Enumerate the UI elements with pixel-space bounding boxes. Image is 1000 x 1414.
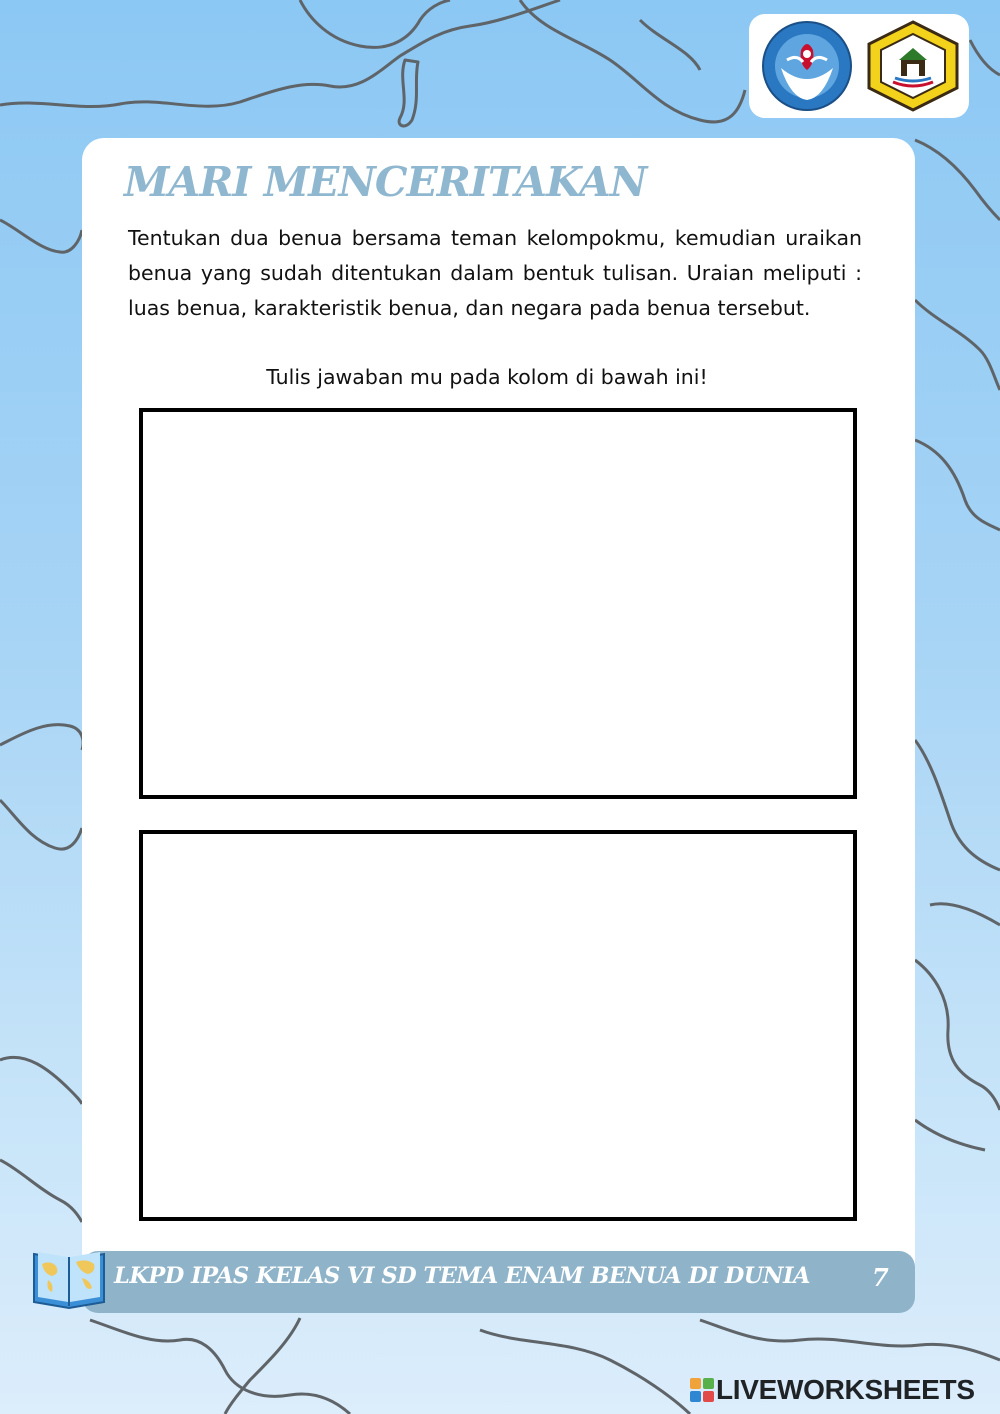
answer-box-1[interactable] — [139, 408, 857, 799]
footer-text: LKPD IPAS KELAS VI SD TEMA ENAM BENUA DI DUNIA — [114, 1263, 810, 1289]
logo-panel — [749, 14, 969, 118]
answer-prompt: Tulis jawaban mu pada kolom di bawah ini! — [266, 365, 708, 389]
brand-text: LIVEWORKSHEETS — [716, 1374, 975, 1405]
page-title: MARI MENCERITAKAN — [124, 158, 647, 206]
world-map-book-icon — [30, 1244, 108, 1310]
instructions-text: Tentukan dua benua bersama teman kelompokmu, kemudian uraikan benua yang sudah ditentukan dalam bentuk tulisan. Uraian meliputi : luas benua, karakteristik benua, dan negara pada benua tersebut. — [128, 226, 862, 320]
answer-box-2[interactable] — [139, 830, 857, 1221]
page-number: 7 — [872, 1263, 889, 1292]
tut-wuri-handayani-logo — [757, 20, 857, 112]
untirta-logo — [863, 20, 963, 112]
liveworksheets-icon — [690, 1378, 714, 1402]
liveworksheets-brand[interactable] — [690, 1374, 975, 1406]
